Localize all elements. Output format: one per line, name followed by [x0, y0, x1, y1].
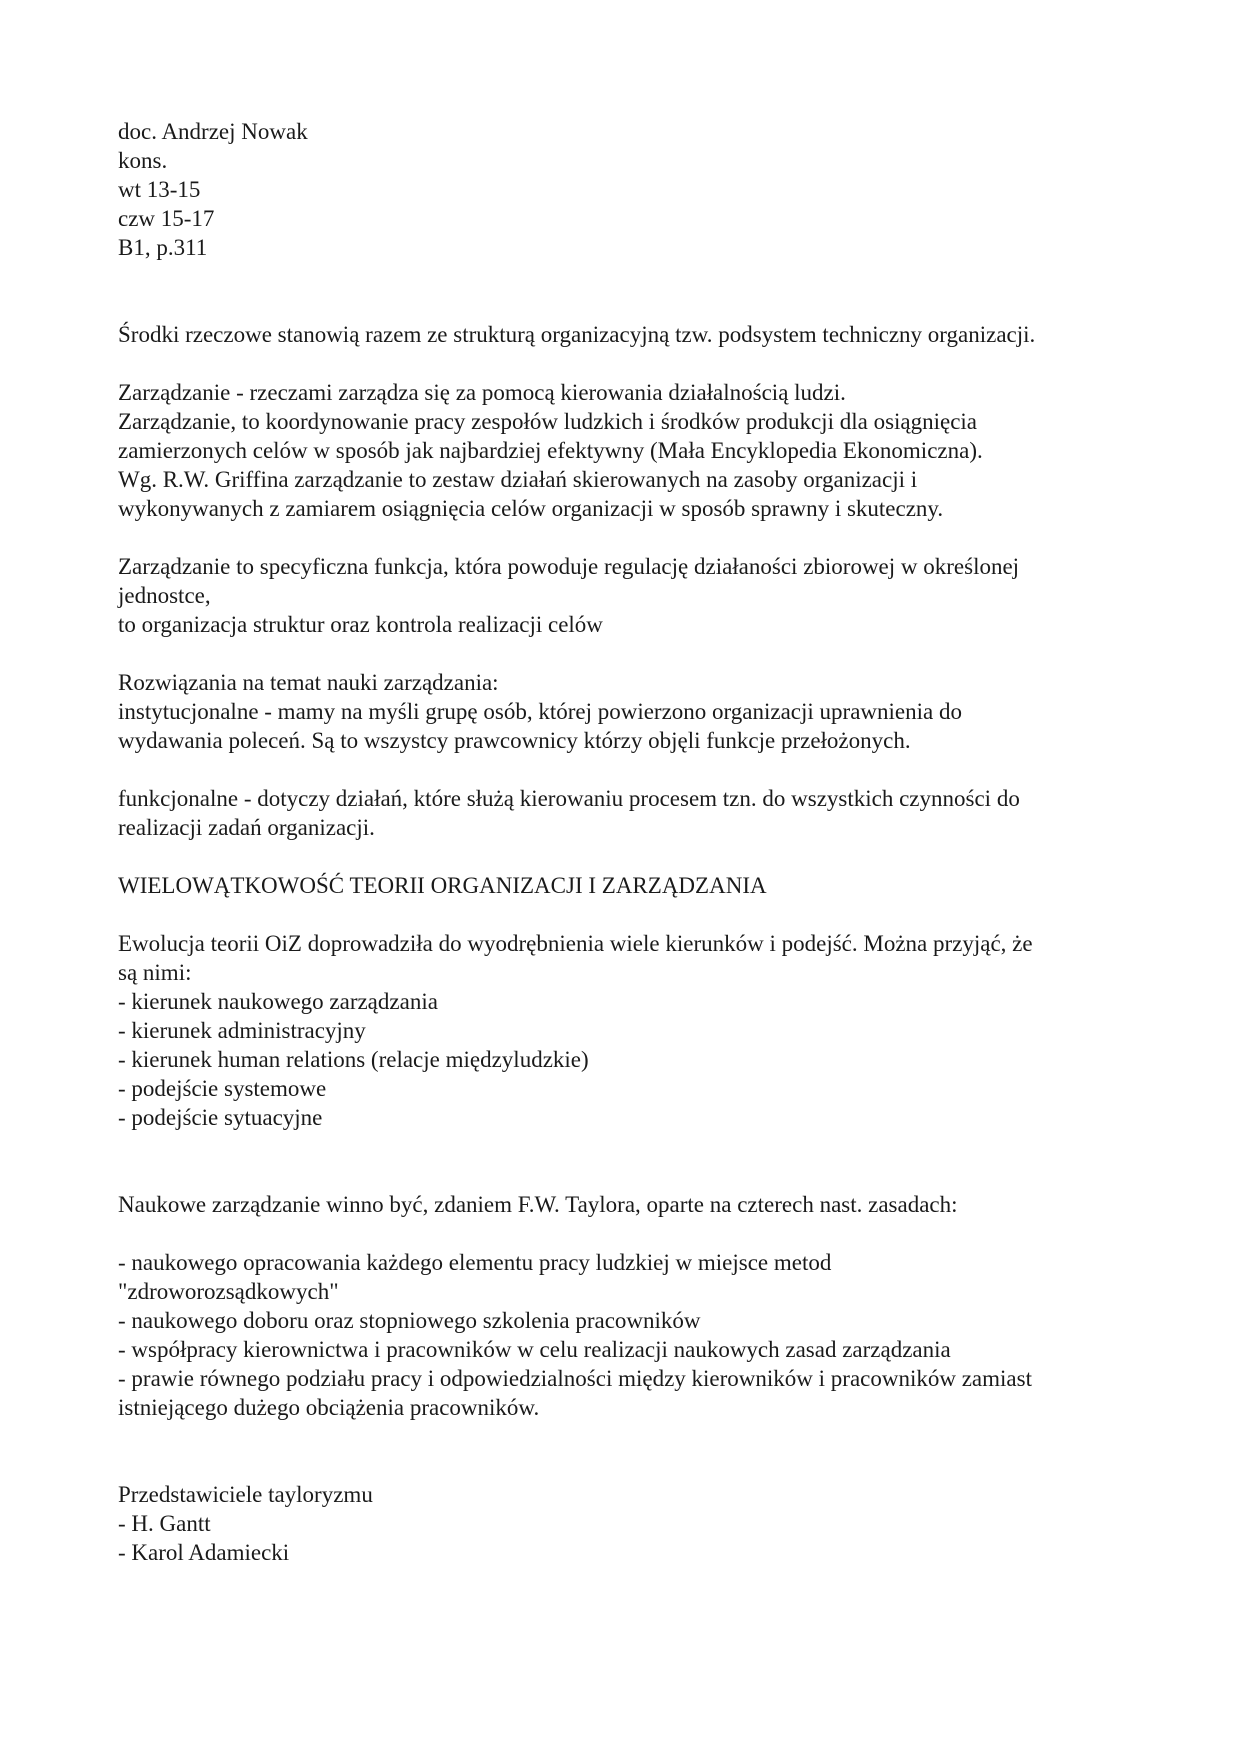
paragraph-line: Zarządzanie, to koordynowanie pracy zespołów ludzkich i środków produkcji dla osiągnięcia: [118, 409, 978, 434]
document-body: [118, 117, 1138, 1567]
list-item: - podejście sytuacyjne: [118, 1105, 323, 1130]
paragraph-rozwiazania: [118, 668, 1138, 755]
paragraph-line: Naukowe zarządzanie winno być, zdaniem F.W. Taylora, oparte na czterech nast. zasadach:: [118, 1192, 958, 1217]
consultation-time-thursday: czw 15-17: [118, 206, 215, 231]
consultation-time-tuesday: wt 13-15: [118, 177, 201, 202]
paragraph-funkcja: [118, 552, 1138, 639]
paragraph-line: instytucjonalne - mamy na myśli grupę osób, której powierzono organizacji uprawnienia do: [118, 699, 962, 724]
paragraph-ewolucja: [118, 929, 1138, 1132]
paragraph-line: wykonywanych z zamiarem osiągnięcia celów organizacji w sposób sprawny i skuteczny.: [118, 496, 944, 521]
paragraph-line: jednostce,: [118, 583, 211, 608]
paragraph-line: Zarządzanie to specyficzna funkcja, która powoduje regulację działaności zbiorowej w określonej: [118, 554, 1020, 579]
paragraph-line: realizacji zadań organizacji.: [118, 815, 375, 840]
spacer: [118, 639, 1138, 668]
paragraph-line: Rozwiązania na temat nauki zarządzania:: [118, 670, 499, 695]
list-item: - prawie równego podziału pracy i odpowiedzialności między kierowników i pracowników zamiast: [118, 1366, 1032, 1391]
list-item: - H. Gantt: [118, 1511, 211, 1536]
paragraph-line: Wg. R.W. Griffina zarządzanie to zestaw działań skierowanych na zasoby organizacji i: [118, 467, 918, 492]
paragraph-srodki: [118, 320, 1138, 349]
spacer: [118, 523, 1138, 552]
paragraph-line: są nimi:: [118, 960, 192, 985]
paragraph-taylor-intro: [118, 1190, 1138, 1219]
paragraph-line: to organizacja struktur oraz kontrola realizacji celów: [118, 612, 603, 637]
header-block: [118, 117, 1138, 262]
spacer: [118, 1422, 1138, 1480]
list-item: - kierunek human relations (relacje międzyludzkie): [118, 1047, 589, 1072]
spacer: [118, 1132, 1138, 1190]
paragraph-line: wydawania poleceń. Są to wszystcy prawcownicy którzy objęli funkcje przełożonych.: [118, 728, 911, 753]
spacer: [118, 755, 1138, 784]
list-item: - Karol Adamiecki: [118, 1540, 290, 1565]
list-item-continuation: "zdroworozsądkowych": [118, 1279, 339, 1304]
list-item: - naukowego doboru oraz stopniowego szkolenia pracowników: [118, 1308, 701, 1333]
spacer: [118, 842, 1138, 871]
author-line: doc. Andrzej Nowak: [118, 119, 308, 144]
paragraph-line: funkcjonalne - dotyczy działań, które służą kierowaniu procesem tzn. do wszystkich czynności do: [118, 786, 1020, 811]
paragraph-funkcjonalne: [118, 784, 1138, 842]
paragraph-line: Ewolucja teorii OiZ doprowadziła do wyodrębnienia wiele kierunków i podejść. Można przyjąć, że: [118, 931, 1033, 956]
list-przedstawiciele: [118, 1480, 1138, 1567]
list-item: - naukowego opracowania każdego elementu pracy ludzkiej w miejsce metod: [118, 1250, 832, 1275]
section-heading-block: [118, 871, 1138, 900]
consultation-label: kons.: [118, 148, 168, 173]
list-taylor-rules: [118, 1248, 1138, 1422]
spacer: [118, 262, 1138, 320]
list-item: - kierunek naukowego zarządzania: [118, 989, 438, 1014]
paragraph-line: zamierzonych celów w sposób jak najbardziej efektywny (Mała Encyklopedia Ekonomiczna).: [118, 438, 983, 463]
list-item: - podejście systemowe: [118, 1076, 327, 1101]
list-heading: Przedstawiciele tayloryzmu: [118, 1482, 373, 1507]
section-heading: WIELOWĄTKOWOŚĆ TEORII ORGANIZACJI I ZARZĄDZANIA: [118, 873, 767, 898]
paragraph-line: Zarządzanie - rzeczami zarządza się za pomocą kierowania działalnością ludzi.: [118, 380, 846, 405]
spacer: [118, 1219, 1138, 1248]
spacer: [118, 349, 1138, 378]
list-item: - współpracy kierownictwa i pracowników w celu realizacji naukowych zasad zarządzania: [118, 1337, 951, 1362]
spacer: [118, 900, 1138, 929]
list-item: - kierunek administracyjny: [118, 1018, 366, 1043]
room-line: B1, p.311: [118, 235, 208, 260]
paragraph-line: Środki rzeczowe stanowią razem ze strukturą organizacyjną tzw. podsystem techniczny organizacji.: [118, 322, 1036, 347]
paragraph-zarzadzanie-definition: [118, 378, 1138, 523]
list-item-continuation: istniejącego dużego obciążenia pracowników.: [118, 1395, 540, 1420]
